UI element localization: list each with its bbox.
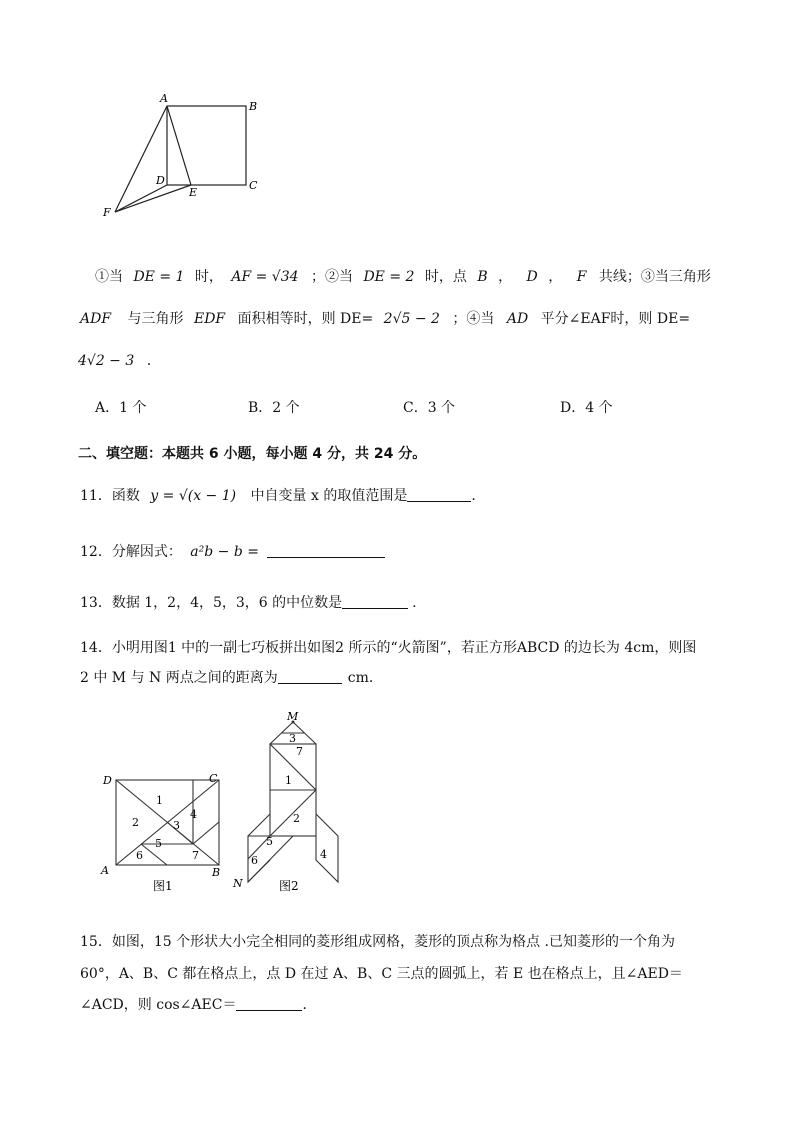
tangram-figure	[98, 712, 358, 897]
q12-math: a²b − b =	[190, 544, 259, 560]
q10-statement-line3	[78, 352, 151, 370]
piece-label-1: 1	[156, 794, 163, 807]
question-12	[80, 543, 385, 561]
q14-text: 2 中 M 与 N 两点之间的距离为	[80, 670, 278, 686]
piece-label-2: 2	[132, 816, 139, 829]
math-adf: ADF	[80, 311, 112, 327]
q11-text: 中自变量 x 的取值范围是	[250, 488, 408, 504]
math-edf: EDF	[193, 311, 226, 327]
rocket-piece-1: 1	[285, 774, 292, 787]
option-d[interactable]: D．4 个	[560, 400, 613, 416]
q10-end: .	[146, 353, 152, 369]
q10-text: 面积相等时，则 DE=	[237, 311, 374, 327]
q10-sep: ，	[498, 269, 513, 285]
q10-text: 时，点	[424, 269, 467, 285]
math-point-b: B	[477, 269, 488, 285]
figure-caption-1: 图1	[153, 879, 173, 893]
option-a[interactable]: A．1 个	[95, 400, 147, 416]
q15-end: ．	[302, 997, 317, 1013]
q13-text: 13．数据 1，2，4，5，3，6 的中位数是	[80, 595, 343, 611]
corner-label-a: A	[101, 864, 109, 877]
question-11	[80, 487, 476, 505]
circled-1: ①当	[95, 269, 123, 285]
corner-label-d: D	[103, 774, 112, 787]
q10-text: 平分∠EAF时，则 DE=	[540, 311, 691, 327]
question-15-line1: 15．如图，15 个形状大小完全相同的菱形组成网格，菱形的顶点称为格点 .已知菱形的一个角为	[80, 934, 675, 950]
q13-end: .	[412, 595, 417, 611]
point-label-a: A	[160, 92, 168, 105]
question-15-line3	[80, 996, 316, 1014]
question-14-line2	[80, 669, 383, 687]
option-b[interactable]: B．2 个	[248, 400, 300, 416]
math-point-d: D	[526, 269, 538, 285]
rocket-piece-4: 4	[320, 848, 327, 861]
answer-blank[interactable]	[236, 996, 302, 1011]
math-af: AF = √34	[231, 269, 299, 285]
math-ad: AD	[506, 311, 529, 327]
point-label-e: E	[189, 186, 198, 199]
q10-text: 共线；③当三角形	[598, 269, 711, 285]
q11-math: y = √(x − 1)	[150, 488, 237, 504]
point-label-n: N	[233, 877, 243, 890]
q10-text: ；②当	[311, 269, 353, 285]
piece-label-4: 4	[190, 808, 197, 821]
point-label-f: F	[103, 206, 111, 219]
answer-blank[interactable]	[278, 669, 342, 684]
section-heading: 二、填空题：本题共 6 小题，每小题 4 分，共 24 分。	[78, 446, 427, 462]
q15-text: ∠ACD，则 cos∠AEC＝	[80, 997, 237, 1013]
q12-text: 12．分解因式：	[80, 544, 182, 560]
rocket-piece-7: 7	[296, 745, 303, 758]
question-13	[80, 594, 417, 612]
math-de1: DE = 1	[133, 269, 185, 285]
piece-label-7: 7	[192, 849, 199, 862]
geometry-figure-square	[95, 88, 270, 223]
rocket-piece-6: 6	[251, 854, 258, 867]
q10-text: ；④当	[452, 311, 495, 327]
point-label-d: D	[156, 174, 165, 187]
answer-blank[interactable]	[342, 594, 408, 609]
option-c[interactable]: C．3 个	[403, 400, 456, 416]
math-de2: DE = 2	[363, 269, 415, 285]
rocket-piece-3: 3	[289, 732, 296, 745]
math-4root2: 4√2 − 3	[78, 353, 135, 369]
q11-end: .	[471, 488, 476, 504]
answer-blank[interactable]	[267, 543, 385, 558]
rocket-piece-2: 2	[293, 812, 300, 825]
corner-label-c: C	[209, 772, 218, 785]
q10-text: 与三角形	[127, 311, 184, 327]
rocket-piece-5: 5	[266, 835, 273, 848]
q10-text: 时，	[194, 269, 223, 285]
piece-label-3: 3	[173, 819, 180, 832]
question-14-line1: 14．小明用图1 中的一副七巧板拼出如图2 所示的“火箭图”，若正方形ABCD 的边长为 4cm，则图	[80, 640, 697, 656]
math-point-f: F	[576, 269, 587, 285]
question-15-line2: 60°，A、B、C 都在格点上，点 D 在过 A、B、C 三点的圆弧上，若 E 也在格点上，且∠AED＝	[80, 966, 683, 982]
corner-label-b: B	[212, 866, 221, 879]
q11-text: 11．函数	[80, 488, 140, 504]
figure-caption-2: 图2	[279, 879, 299, 893]
piece-label-5: 5	[155, 837, 162, 850]
math-2root5: 2√5 − 2	[383, 311, 440, 327]
q10-statement-line1	[95, 268, 711, 286]
q10-statement-line2	[80, 310, 690, 328]
point-label-m: M	[287, 712, 299, 723]
piece-label-6: 6	[136, 849, 143, 862]
point-label-c: C	[249, 179, 258, 192]
answer-blank[interactable]	[407, 487, 471, 502]
q10-sep: ，	[548, 269, 563, 285]
q14-unit: cm．	[347, 670, 383, 686]
point-label-b: B	[249, 100, 258, 113]
